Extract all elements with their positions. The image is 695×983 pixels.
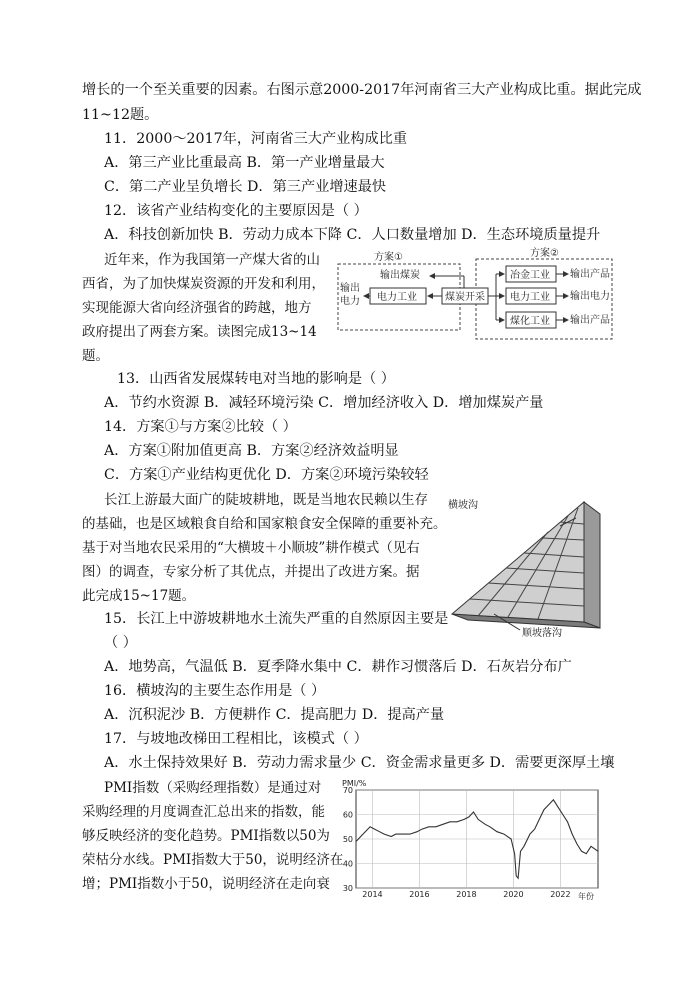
q14-options-cd: C．方案①产业结构更优化 D．方案②环境污染较轻 xyxy=(104,467,429,483)
label-downslope-ditch: 顺坡落沟 xyxy=(522,628,562,639)
pmi-line-chart xyxy=(340,776,602,902)
plan1-label: 方案① xyxy=(374,252,403,263)
intro-line-2: 11~12题。 xyxy=(82,107,159,123)
export-coal-label: 输出煤炭 xyxy=(380,270,420,281)
y-tick-label: 60 xyxy=(342,810,353,820)
passage4-line-2: 采购经理的月度调查汇总出来的指数，能 xyxy=(82,804,325,820)
q11-options-ab: A．第三产业比重最高 B．第一产业增量最大 xyxy=(104,155,385,171)
coal-plan-diagram xyxy=(334,246,616,342)
y-tick-label: 50 xyxy=(342,835,353,844)
passage4-line-5: 增；PMI指数小于50，说明经济在走向衰 xyxy=(82,876,330,892)
slope-top-face xyxy=(452,502,584,622)
x-tick-label: 2014 xyxy=(362,890,383,899)
power-industry-left-label: 电力工业 xyxy=(377,292,417,303)
x-tick-label: 2022 xyxy=(550,890,571,899)
export-product-bottom-label: 输出产品 xyxy=(570,315,610,326)
plan2-label: 方案② xyxy=(530,248,559,259)
x-tick-label: 2018 xyxy=(456,890,477,899)
power-industry-right-label: 电力工业 xyxy=(510,292,550,303)
label-horizontal-ditch: 横坡沟 xyxy=(448,500,478,511)
q16-stem: 16．横坡沟的主要生态作用是（ ） xyxy=(104,683,326,699)
coal-chemical-label: 煤化工业 xyxy=(510,316,550,327)
y-tick-label: 70 xyxy=(342,786,353,795)
passage4-line-1: PMI指数（采购经理指数）是通过对 xyxy=(104,780,322,796)
export-power-left-l1: 输出 xyxy=(340,283,360,294)
q15-paren: （ ） xyxy=(104,635,137,651)
passage3-line-3: 基于对当地农民采用的“大横坡＋小顺坡”耕作模式（见右 xyxy=(82,540,420,556)
q12-stem: 12．该省产业结构变化的主要原因是（ ） xyxy=(104,203,368,219)
passage2-line-2: 西省，为了加快煤炭资源的开发和利用， xyxy=(82,276,325,292)
passage2-line-1: 近年来，作为我国第一产煤大省的山 xyxy=(104,252,320,268)
q11-options-cd: C．第二产业呈负增长 D．第三产业增速最快 xyxy=(104,179,387,195)
q13-options: A．节约水资源 B．减轻环境污染 C．增加经济收入 D．增加煤炭产量 xyxy=(104,395,544,411)
passage3-line-2: 的基础，也是区域粮食自给和国家粮食安全保障的重要补充。 xyxy=(82,516,447,532)
y-tick-label: 40 xyxy=(342,859,353,869)
slope-side-face xyxy=(584,502,600,628)
q16-options: A．沉积泥沙 B．方便耕作 C．提高肥力 D．提高产量 xyxy=(104,707,445,723)
q14-options-ab: A．方案①附加值更高 B．方案②经济效益明显 xyxy=(104,443,399,459)
q15-stem: 15．长江上中游坡耕地水土流失严重的自然原因主要是 xyxy=(104,611,449,627)
x-tick-label: 2016 xyxy=(409,890,430,899)
q11-stem: 11．2000～2017年，河南省三大产业构成比重 xyxy=(104,131,408,147)
passage3-line-5: 此完成15~17题。 xyxy=(82,588,196,604)
q13-stem: 13．山西省发展煤转电对当地的影响是（ ） xyxy=(117,371,395,387)
q14-stem: 14．方案①与方案②比较（ ） xyxy=(104,419,297,435)
passage2-line-5: 题。 xyxy=(82,348,109,364)
chart-xlabel: 年份 xyxy=(578,892,594,901)
q12-options: A．科技创新加快 B．劳动力成本下降 C．人口数量增加 D．生态环境质量提升 xyxy=(104,227,601,243)
passage2-line-4: 政府提出了两套方案。读图完成13~14 xyxy=(82,324,317,340)
chart-y-ticks xyxy=(343,786,353,893)
passage3-line-1: 长江上游最大面广的陡坡耕地，既是当地农民赖以生存 xyxy=(104,492,428,508)
q17-options: A．水土保持效果好 B．劳动力需求量少 C．资金需求量更多 D．需要更深厚土壤 xyxy=(104,755,615,771)
export-power-left-l2: 电力 xyxy=(340,296,360,307)
passage4-line-3: 够反映经济的变化趋势。PMI指数以50为 xyxy=(82,828,330,844)
export-product-top-label: 输出产品 xyxy=(570,269,610,280)
passage3-line-4: 图）的调查，专家分析了其优点，并提出了改进方案。据 xyxy=(82,564,420,580)
coal-mining-label: 煤炭开采 xyxy=(445,292,485,303)
metallurgy-label: 冶金工业 xyxy=(510,270,550,281)
passage4-line-4: 荣枯分水线。PMI指数大于50，说明经济在 xyxy=(82,852,344,868)
x-tick-label: 2020 xyxy=(503,890,524,899)
slope-farming-figure xyxy=(448,496,618,642)
passage2-line-3: 实现能源大省向经济强省的跨越，地方 xyxy=(82,300,312,316)
export-power-right-label: 输出电力 xyxy=(570,291,610,302)
y-tick-label: 30 xyxy=(342,884,353,893)
q17-stem: 17．与坡地改梯田工程相比，该模式（ ） xyxy=(104,731,368,747)
intro-line-1: 增长的一个至关重要的因素。右图示意2000-2017年河南省三大产业构成比重。据此完成 xyxy=(82,82,642,98)
q15-options: A．地势高，气温低 B．夏季降水集中 C．耕作习惯落后 D．石灰岩分布广 xyxy=(104,659,572,675)
chart-x-ticks xyxy=(362,890,570,899)
chart-ylabel: PMI/% xyxy=(342,779,367,788)
chart-grid-y xyxy=(356,790,598,888)
